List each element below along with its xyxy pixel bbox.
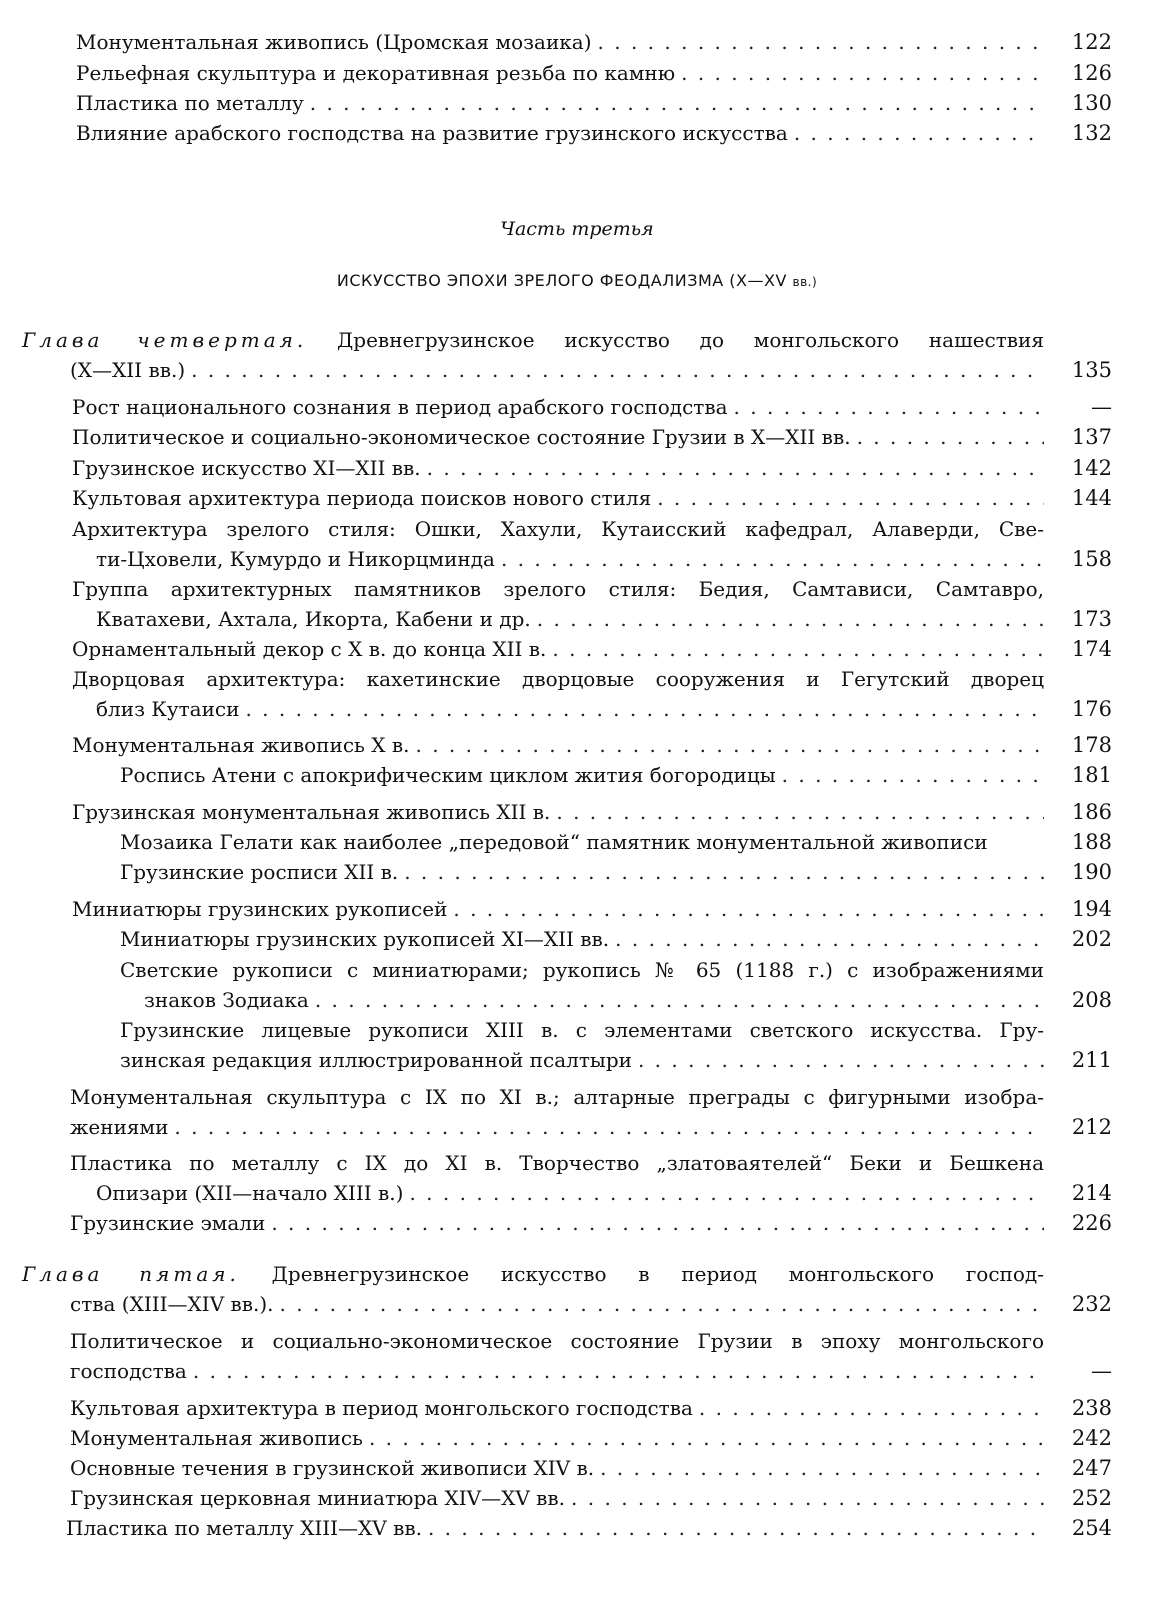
dot-leader — [403, 1178, 1044, 1208]
entry-title: Роспись Атени с апокрифическим циклом жития богородицы — [120, 763, 776, 787]
part-title: Часть третья — [500, 218, 654, 240]
toc-subentry-line1: Светские рукописи с миниатюрами; рукопись № 65 (1188 г.) с изображениями — [120, 958, 1044, 982]
toc-entry — [72, 797, 1044, 827]
entry-page: 158 — [1071, 547, 1112, 571]
toc-entry — [70, 1423, 1044, 1453]
entry-title: Орнаментальный декор с X в. до конца XII в. — [72, 637, 547, 661]
dot-leader — [398, 857, 1044, 887]
toc-entry — [70, 1112, 1044, 1142]
chapter-heading-line2 — [70, 1289, 1044, 1319]
toc-entry — [70, 1393, 1044, 1423]
entry-page: 132 — [1071, 121, 1112, 145]
entry-page: 186 — [1071, 800, 1112, 824]
chapter-heading — [22, 1259, 1044, 1289]
toc-entry — [96, 694, 1044, 724]
dot-leader — [168, 1112, 1044, 1142]
entry-title: Пластика по металлу XIII—XV вв. — [66, 1516, 422, 1540]
dot-leader — [776, 760, 1044, 790]
toc-entry-line1: Дворцовая архитектура: кахетинские дворцовые сооружения и Гегутский дворец — [72, 667, 1044, 691]
entry-title-cont: Кватахеви, Ахтала, Икорта, Кабени и др. — [96, 607, 531, 631]
entry-title: Культовая архитектура периода поисков нового стиля — [72, 486, 652, 510]
entry-page: 122 — [1071, 30, 1112, 54]
entry-page: 126 — [1071, 61, 1112, 85]
chapter-heading — [22, 325, 1044, 355]
chapter-title-cont: (X—XII вв.) — [70, 358, 186, 382]
toc-entry-line1: Политическое и социально-экономическое состояние Грузии в эпоху монгольского — [70, 1329, 1044, 1353]
toc-subentry — [120, 924, 1044, 954]
entry-page: 173 — [1071, 607, 1112, 631]
toc-entry-line1: Архитектура зрелого стиля: Ошки, Хахули, Кутаисский кафедрал, Алаверди, Све- — [72, 517, 1044, 541]
entry-title: Монументальная живопись X в. — [72, 733, 410, 757]
dot-leader — [421, 453, 1044, 483]
entry-title: Основные течения в грузинской живописи XIV в. — [70, 1456, 595, 1480]
toc-entry — [66, 1513, 1044, 1543]
chapter-label: Глава четвертая. — [22, 328, 308, 352]
dot-leader — [531, 604, 1044, 634]
dot-leader — [447, 894, 1044, 924]
dot-leader — [546, 634, 1044, 664]
entry-page: 254 — [1071, 1516, 1112, 1540]
toc-entry — [76, 118, 1044, 148]
entry-title: Рельефная скульптура и декоративная резьба по камню — [76, 61, 676, 85]
entry-title: Грузинская церковная миниатюра XIV—XV вв. — [70, 1486, 566, 1510]
entry-page: 178 — [1071, 733, 1112, 757]
dot-leader — [187, 1356, 1044, 1386]
entry-page: 202 — [1071, 927, 1112, 951]
entry-title: Грузинские эмали — [70, 1211, 266, 1235]
toc-entry — [96, 1178, 1044, 1208]
entry-page: 242 — [1071, 1426, 1112, 1450]
chapter-title: Древнегрузинское искусство до монгольского нашествия — [337, 328, 1044, 352]
toc-entry — [72, 453, 1044, 483]
chapter-page: 135 — [1071, 358, 1112, 382]
entry-page: — — [1091, 395, 1112, 419]
entry-title-cont: знаков Зодиака — [144, 988, 309, 1012]
toc-entry — [76, 58, 1044, 88]
entry-page: 212 — [1071, 1115, 1112, 1139]
chapter-label: Глава пятая. — [22, 1262, 240, 1286]
dot-leader — [239, 694, 1044, 724]
dot-leader — [675, 58, 1044, 88]
entry-title: Культовая архитектура в период монгольского господства — [70, 1396, 693, 1420]
dot-leader — [851, 422, 1044, 452]
dot-leader — [632, 1045, 1044, 1075]
entry-title: Мозаика Гелати как наиболее „передовой“ памятник монументальной живописи — [120, 830, 988, 854]
toc-entry — [70, 1453, 1044, 1483]
entry-page: 181 — [1071, 763, 1112, 787]
entry-page: 211 — [1071, 1048, 1112, 1072]
chapter-title-cont: ства (XIII—XIV вв.). — [70, 1292, 274, 1316]
dot-leader — [185, 355, 1044, 385]
dot-leader — [565, 1483, 1044, 1513]
dot-leader — [363, 1423, 1044, 1453]
toc-entry-line1: Монументальная скульптура с IX по XI в.; алтарные преграды с фигурными изобра- — [70, 1085, 1044, 1109]
chapter-page: 232 — [1071, 1292, 1112, 1316]
entry-title-cont: жениями — [70, 1115, 169, 1139]
dot-leader — [609, 924, 1044, 954]
toc-subentry — [144, 985, 1044, 1015]
toc-entry — [70, 1356, 1044, 1386]
entry-title: Миниатюры грузинских рукописей XI—XII вв. — [120, 927, 610, 951]
toc-entry — [72, 392, 1044, 422]
chapter-heading-line2 — [70, 355, 1044, 385]
dot-leader — [274, 1289, 1044, 1319]
chapter-title: Древнегрузинское искусство в период монгольского господ- — [271, 1262, 1044, 1286]
dot-leader — [309, 985, 1044, 1015]
entry-title: Миниатюры грузинских рукописей — [72, 897, 448, 921]
entry-page: 174 — [1071, 637, 1112, 661]
entry-page: 247 — [1071, 1456, 1112, 1480]
dot-leader — [265, 1208, 1044, 1238]
dot-leader — [788, 118, 1044, 148]
toc-subentry-line1: Грузинские лицевые рукописи XIII в. с элементами светского искусства. Гру- — [120, 1018, 1044, 1042]
toc-entry — [76, 27, 1044, 57]
entry-title: Влияние арабского господства на развитие грузинского искусства — [76, 121, 788, 145]
toc-entry-line1: Пластика по металлу с IX до XI в. Творчество „златоваятелей“ Беки и Бешкена — [70, 1151, 1044, 1175]
entry-page: 130 — [1071, 91, 1112, 115]
entry-page: 188 — [1071, 830, 1112, 854]
entry-title: Грузинские росписи XII в. — [120, 860, 399, 884]
dot-leader — [304, 88, 1044, 118]
entry-title: Пластика по металлу — [76, 91, 304, 115]
toc-entry — [72, 730, 1044, 760]
entry-title: Политическое и социально-экономическое состояние Грузии в X—XII вв. — [72, 425, 851, 449]
dot-leader — [728, 392, 1044, 422]
entry-title-cont: близ Кутаиси — [96, 697, 240, 721]
part-subtitle-main: ИСКУССТВО ЭПОХИ ЗРЕЛОГО ФЕОДАЛИЗМА (X—XV — [336, 271, 787, 290]
entry-title-cont: господства — [70, 1359, 187, 1383]
entry-page: 238 — [1071, 1396, 1112, 1420]
dot-leader — [410, 730, 1045, 760]
dot-leader — [693, 1393, 1044, 1423]
dot-leader — [422, 1513, 1044, 1543]
entry-title: Рост национального сознания в период арабского господства — [72, 395, 728, 419]
toc-entry — [76, 88, 1044, 118]
entry-title: Грузинская монументальная живопись XII в. — [72, 800, 551, 824]
entry-page: 190 — [1071, 860, 1112, 884]
entry-page: 208 — [1071, 988, 1112, 1012]
entry-title-cont: ти-Цховели, Кумурдо и Никорцминда — [96, 547, 495, 571]
toc-subentry — [120, 857, 1044, 887]
toc-entry — [72, 634, 1044, 664]
dot-leader — [651, 483, 1044, 513]
part-subtitle — [0, 266, 1154, 297]
entry-page: — — [1091, 1359, 1112, 1383]
toc-entry — [72, 894, 1044, 924]
entry-page: 252 — [1071, 1486, 1112, 1510]
toc-entry — [72, 483, 1044, 513]
entry-page: 142 — [1071, 456, 1112, 480]
entry-title-cont: Опизари (XII—начало XIII в.) — [96, 1181, 404, 1205]
toc-subentry — [120, 1045, 1044, 1075]
entry-page: 226 — [1071, 1211, 1112, 1235]
entry-page: 144 — [1071, 486, 1112, 510]
dot-leader — [495, 544, 1044, 574]
entry-title: Монументальная живопись (Цромская мозаика) — [76, 30, 592, 54]
dot-leader — [592, 27, 1044, 57]
part-subtitle-small: вв.) — [792, 275, 818, 289]
toc-entry — [72, 422, 1044, 452]
toc-entry — [96, 544, 1044, 574]
entry-page: 137 — [1071, 425, 1112, 449]
entry-page: 214 — [1071, 1181, 1112, 1205]
toc-entry — [70, 1208, 1044, 1238]
entry-title-cont: зинская редакция иллюстрированной псалтыри — [120, 1048, 632, 1072]
toc-entry — [96, 604, 1044, 634]
entry-page: 194 — [1071, 897, 1112, 921]
toc-subentry — [120, 827, 1044, 857]
toc-entry-line1: Группа архитектурных памятников зрелого стиля: Бедия, Самтависи, Самтавро, — [72, 577, 1044, 601]
toc-subentry — [120, 760, 1044, 790]
dot-leader — [594, 1453, 1044, 1483]
entry-title: Грузинское искусство XI—XII вв. — [72, 456, 421, 480]
toc-entry — [70, 1483, 1044, 1513]
dot-leader — [550, 797, 1044, 827]
entry-title: Монументальная живопись — [70, 1426, 363, 1450]
entry-page: 176 — [1071, 697, 1112, 721]
